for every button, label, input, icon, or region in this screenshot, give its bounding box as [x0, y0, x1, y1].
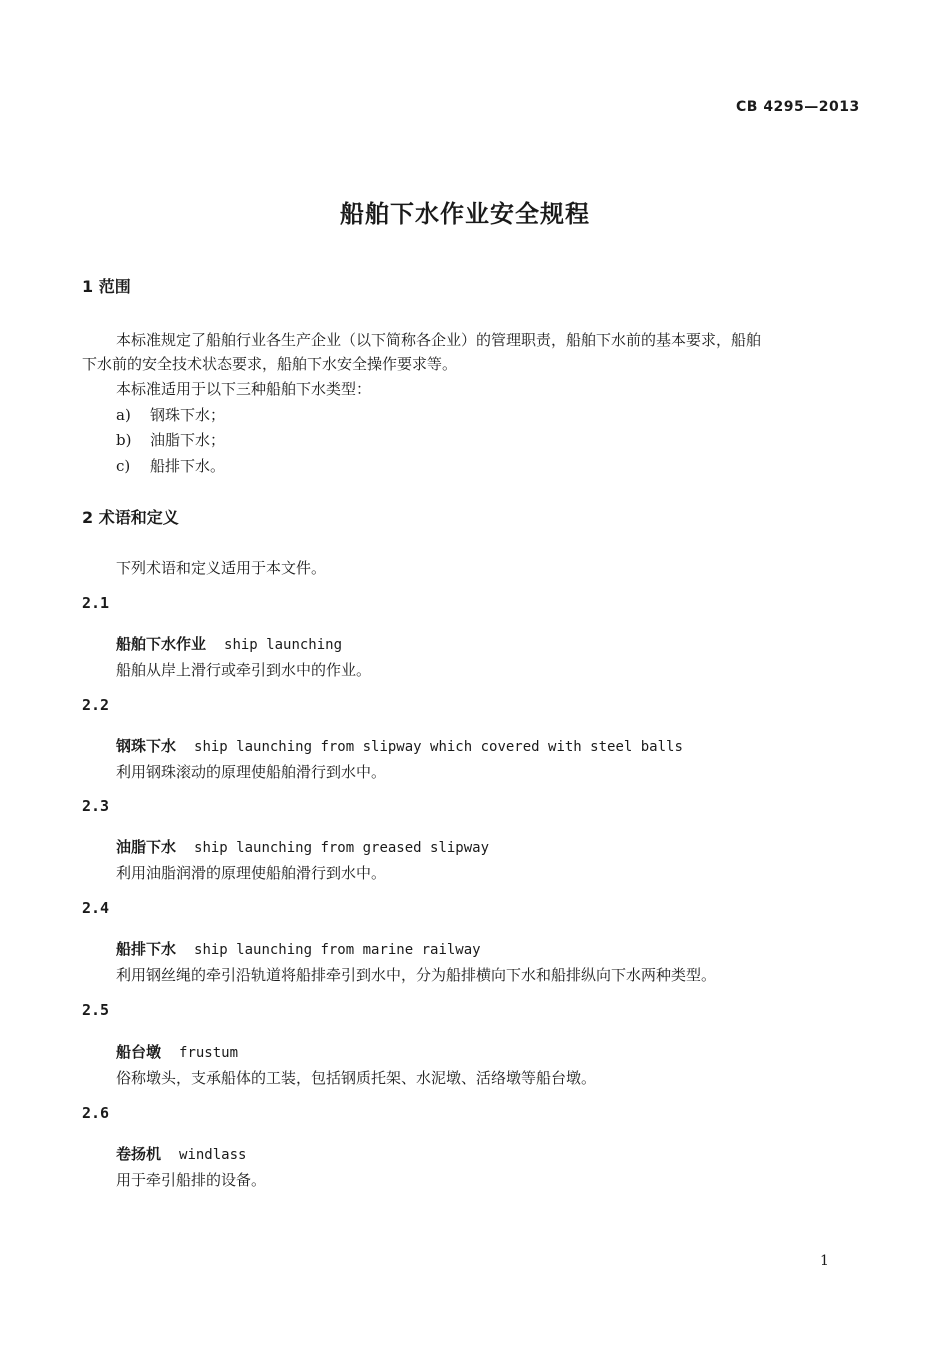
list-marker: b): [116, 431, 132, 449]
list-text: 钢珠下水；: [150, 406, 226, 424]
section-heading-terms: 2 术语和定义: [82, 508, 179, 527]
term-entry: [116, 1143, 246, 1164]
term-definition: 利用钢珠滚动的原理使船舶滑行到水中。: [116, 763, 387, 781]
document-title: 船舶下水作业安全规程: [340, 200, 590, 228]
term-definition: 俗称墩头，支承船体的工装，包括钢质托架、水泥墩、活络墩等船台墩。: [116, 1069, 597, 1087]
term-definition: 用于牵引船排的设备。: [116, 1171, 267, 1189]
term-definition: 利用钢丝绳的牵引沿轨道将船排牵引到水中，分为船排横向下水和船排纵向下水两种类型。: [116, 966, 717, 984]
scope-paragraph-line1: 本标准规定了船舶行业各生产企业（以下简称各企业）的管理职责，船舶下水前的基本要求，船舶: [116, 331, 762, 349]
term-entry: [116, 633, 342, 654]
term-entry: [116, 938, 481, 959]
clause-number: 2.6: [82, 1104, 110, 1122]
page-number: 1: [820, 1253, 829, 1269]
term-chinese: 钢珠下水: [116, 737, 177, 755]
term-chinese: 船台墩: [116, 1043, 162, 1061]
list-text: 油脂下水；: [150, 431, 226, 449]
list-text: 船排下水。: [150, 457, 226, 475]
term-entry: [116, 735, 683, 756]
term-english: ship launching: [224, 637, 343, 653]
term-english: frustum: [179, 1045, 239, 1061]
section-heading-scope: 1 范围: [82, 277, 131, 296]
term-chinese: 船排下水: [116, 940, 177, 958]
term-english: ship launching from greased slipway: [194, 840, 490, 856]
term-chinese: 油脂下水: [116, 838, 177, 856]
term-english: ship launching from slipway which covered with steel balls: [194, 739, 683, 755]
standard-number: CB 4295—2013: [736, 99, 860, 115]
term-english: ship launching from marine railway: [194, 942, 481, 958]
list-item: [116, 404, 225, 425]
term-english: windlass: [179, 1147, 247, 1163]
term-definition: 利用油脂润滑的原理使船舶滑行到水中。: [116, 864, 387, 882]
terms-intro: 下列术语和定义适用于本文件。: [116, 559, 327, 577]
term-entry: [116, 1041, 238, 1062]
list-item: [116, 455, 225, 476]
clause-number: 2.3: [82, 797, 110, 815]
clause-number: 2.2: [82, 696, 110, 714]
clause-number: 2.1: [82, 594, 110, 612]
scope-paragraph-line2: 下水前的安全技术状态要求，船舶下水安全操作要求等。: [82, 355, 458, 373]
clause-number: 2.5: [82, 1001, 110, 1019]
term-chinese: 船舶下水作业: [116, 635, 207, 653]
list-marker: c): [116, 457, 131, 475]
clause-number: 2.4: [82, 899, 110, 917]
list-item: [116, 429, 225, 450]
list-marker: a): [116, 406, 131, 424]
term-entry: [116, 836, 489, 857]
term-chinese: 卷扬机: [116, 1145, 162, 1163]
term-definition: 船舶从岸上滑行或牵引到水中的作业。: [116, 661, 372, 679]
scope-applicability: 本标准适用于以下三种船舶下水类型：: [116, 380, 372, 398]
